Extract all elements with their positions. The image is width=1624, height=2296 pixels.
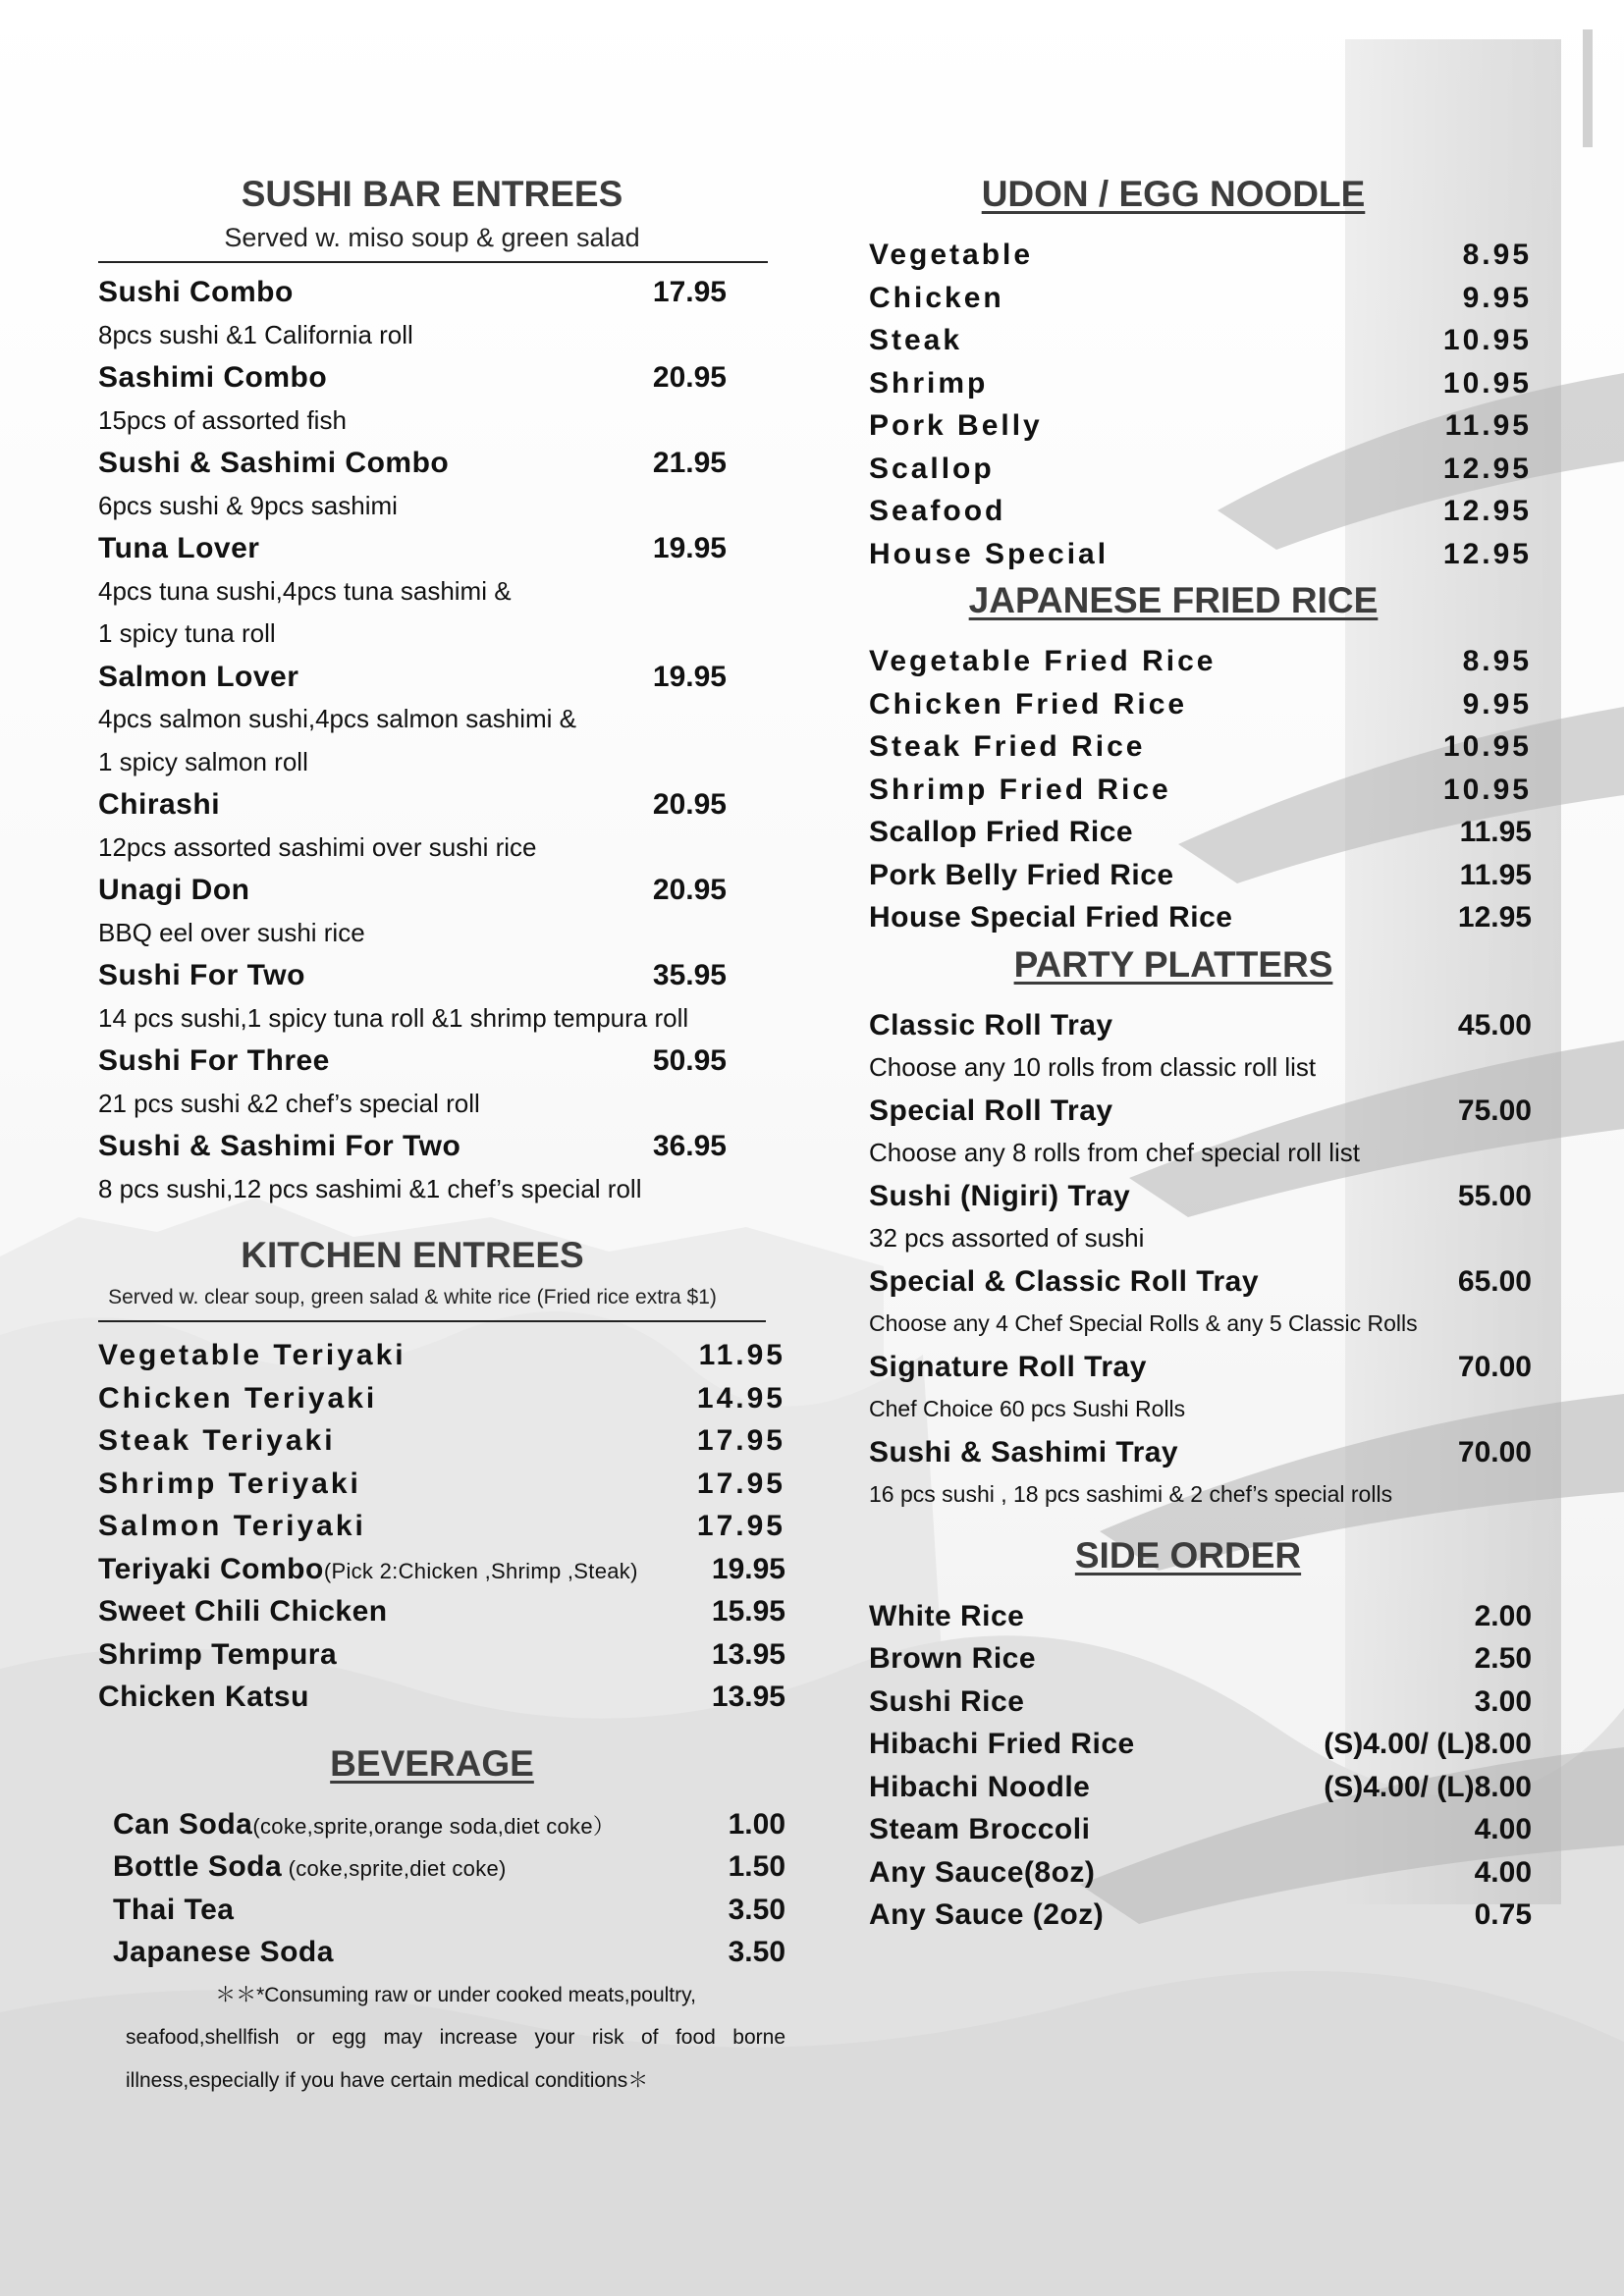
disclaimer-line: seafood,shellfish or egg may increase your risk of food borne: [126, 2026, 785, 2049]
beverage-list: [98, 1803, 785, 1974]
menu-item: Classic Roll Tray 45.00: [869, 1008, 1532, 1041]
sushi-bar-subtitle: Served w. miso soup & green salad: [224, 223, 640, 252]
menu-item: Chirashi 20.95: [98, 788, 727, 821]
menu-item: Sushi For Three 50.95: [98, 1044, 727, 1077]
menu-item: Vegetable Teriyaki 11.95: [98, 1339, 785, 1371]
menu-item: Pork Belly Fried Rice 11.95: [869, 858, 1532, 891]
sushi-bar-title: SUSHI BAR ENTREES: [241, 174, 623, 214]
menu-item: Pork Belly 11.95: [869, 409, 1532, 442]
menu-item: Vegetable 8.95: [869, 239, 1532, 271]
party-platters-title: PARTY PLATTERS: [1013, 943, 1333, 985]
left-column: [98, 169, 785, 2102]
menu-item: Chicken Teriyaki 14.95: [98, 1381, 785, 1415]
sushi-bar-list: [98, 271, 727, 1210]
menu-item: Sashimi Combo 20.95: [98, 361, 727, 394]
menu-item: Tuna Lover 19.95: [98, 532, 727, 564]
item-description: 32 pcs assorted of sushi: [869, 1223, 1145, 1253]
menu-item: Shrimp Fried Rice 10.95: [869, 773, 1532, 806]
menu-item: Shrimp Tempura 13.95: [98, 1637, 785, 1671]
party-list: [869, 1004, 1532, 1517]
divider: [98, 1320, 766, 1322]
kitchen-title: KITCHEN ENTREES: [241, 1235, 584, 1275]
item-description: 14 pcs sushi,1 spicy tuna roll &1 shrimp tempura roll: [98, 1002, 689, 1033]
divider: [98, 261, 768, 263]
menu-item: Seafood 12.95: [869, 495, 1532, 527]
menu-item: Salmon Teriyaki 17.95: [98, 1510, 785, 1542]
item-description: 12pcs assorted sashimi over sushi rice: [98, 831, 537, 862]
food-safety-disclaimer: [98, 1974, 785, 2103]
menu-item: Sushi (Nigiri) Tray 55.00: [869, 1179, 1532, 1212]
menu-item: House Special 12.95: [869, 537, 1532, 570]
menu-item: White Rice 2.00: [869, 1599, 1532, 1632]
item-description: BBQ eel over sushi rice: [98, 917, 365, 947]
menu-item: Special & Classic Roll Tray 65.00: [869, 1264, 1532, 1298]
menu-item: Hibachi Noodle (S)4.00/ (L)8.00: [869, 1770, 1532, 1803]
item-description: 6pcs sushi & 9pcs sashimi: [98, 490, 398, 520]
menu-item: Chicken Katsu 13.95: [98, 1681, 785, 1713]
beverage-title: BEVERAGE: [330, 1742, 534, 1784]
side-order-title: SIDE ORDER: [1074, 1534, 1302, 1575]
menu-item: Shrimp 10.95: [869, 366, 1532, 400]
menu-item: Shrimp Teriyaki 17.95: [98, 1467, 785, 1500]
item-description: 1 spicy tuna roll: [98, 618, 276, 648]
menu-item: Vegetable Fried Rice 8.95: [869, 645, 1532, 677]
menu-item: Sushi & Sashimi For Two 36.95: [98, 1130, 727, 1162]
menu-item: House Special Fried Rice 12.95: [869, 901, 1532, 934]
menu-item: Chicken 9.95: [869, 281, 1532, 314]
item-description: 16 pcs sushi , 18 pcs sashimi & 2 chef’s special rolls: [869, 1481, 1393, 1507]
menu-item: Steam Broccoli 4.00: [869, 1813, 1532, 1845]
menu-item: Signature Roll Tray 70.00: [869, 1350, 1532, 1383]
item-description: 8pcs sushi &1 California roll: [98, 319, 413, 349]
menu-item: Sushi & Sashimi Tray 70.00: [869, 1435, 1532, 1468]
menu-item: Thai Tea 3.50: [113, 1893, 785, 1926]
menu-item: Any Sauce (2oz) 0.75: [869, 1898, 1532, 1931]
udon-title: UDON / EGG NOODLE: [981, 174, 1366, 214]
menu-item: Special Roll Tray 75.00: [869, 1094, 1532, 1127]
kitchen-list: [98, 1334, 785, 1719]
side-list: [869, 1595, 1532, 1937]
right-column: [869, 169, 1532, 1937]
item-description: 4pcs salmon sushi,4pcs salmon sashimi &: [98, 704, 576, 733]
menu-item: Steak Fried Rice 10.95: [869, 730, 1532, 763]
fried-rice-list: [869, 640, 1532, 939]
item-description: 4pcs tuna sushi,4pcs tuna sashimi &: [98, 575, 512, 606]
kitchen-subtitle: Served w. clear soup, green salad & white rice (Fried rice extra $1): [108, 1286, 717, 1308]
menu-item: Any Sauce(8oz) 4.00: [869, 1855, 1532, 1889]
menu-item: Teriyaki Combo(Pick 2:Chicken ,Shrimp ,Steak) 19.95: [98, 1552, 785, 1585]
menu-item: Steak 10.95: [869, 324, 1532, 356]
fried-rice-title: JAPANESE FRIED RICE: [968, 580, 1379, 620]
item-description: Choose any 10 rolls from classic roll list: [869, 1052, 1317, 1082]
item-description: Choose any 8 rolls from chef special roll list: [869, 1138, 1360, 1167]
item-description: 1 spicy salmon roll: [98, 746, 308, 776]
disclaimer-line: ＊＊*Consuming raw or under cooked meats,poultry,: [215, 1983, 696, 2006]
item-description: 8 pcs sushi,12 pcs sashimi &1 chef’s special roll: [98, 1173, 642, 1203]
menu-item: Can Soda(coke,sprite,orange soda,diet coke） 1.00: [113, 1807, 785, 1841]
menu-item: Unagi Don 20.95: [98, 874, 727, 906]
item-description: 21 pcs sushi &2 chef’s special roll: [98, 1088, 480, 1118]
disclaimer-line: illness,especially if you have certain medical conditions＊: [126, 2068, 649, 2092]
menu-item: Scallop Fried Rice 11.95: [869, 816, 1532, 848]
udon-list: [869, 234, 1532, 575]
menu-item: Brown Rice 2.50: [869, 1642, 1532, 1675]
menu-item: Salmon Lover 19.95: [98, 660, 727, 693]
menu-item: Sushi Rice 3.00: [869, 1684, 1532, 1718]
menu-item: Bottle Soda (coke,sprite,diet coke) 1.50: [113, 1850, 785, 1883]
item-description: Choose any 4 Chef Special Rolls & any 5 Classic Rolls: [869, 1310, 1418, 1336]
menu-item: Scallop 12.95: [869, 452, 1532, 485]
item-description: Chef Choice 60 pcs Sushi Rolls: [869, 1396, 1186, 1421]
menu-item: Sushi For Two 35.95: [98, 959, 727, 991]
menu-item: Hibachi Fried Rice (S)4.00/ (L)8.00: [869, 1728, 1532, 1760]
menu-item: Japanese Soda 3.50: [113, 1936, 785, 1968]
item-description: 15pcs of assorted fish: [98, 404, 347, 435]
menu-item: Sushi & Sashimi Combo 21.95: [98, 447, 727, 479]
menu-item: Steak Teriyaki 17.95: [98, 1424, 785, 1457]
menu-item: Sushi Combo 17.95: [98, 276, 727, 308]
menu-item: Chicken Fried Rice 9.95: [869, 687, 1532, 721]
menu-item: Sweet Chili Chicken 15.95: [98, 1595, 785, 1628]
